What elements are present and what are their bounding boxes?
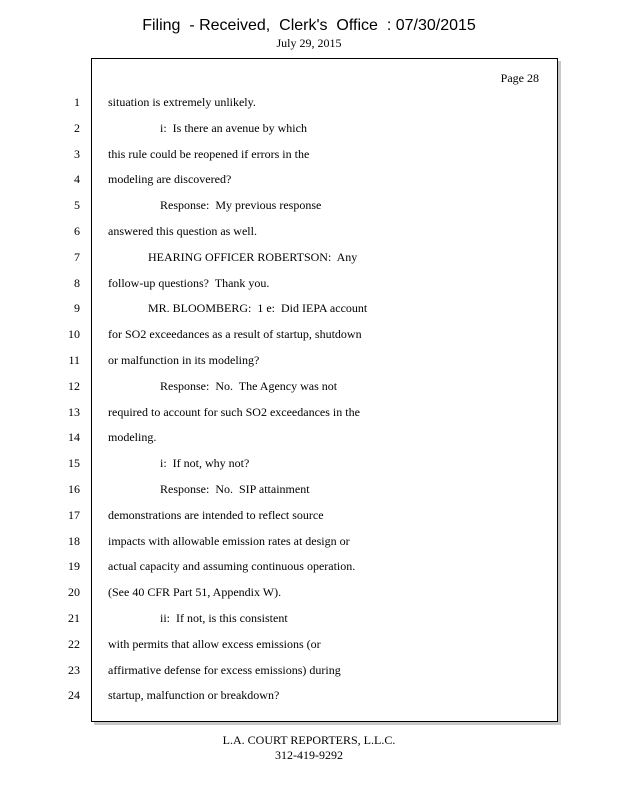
line-number: 22 [68, 636, 80, 651]
line-number: 16 [68, 482, 80, 496]
transcript-line-text: startup, malfunction or breakdown? [108, 688, 280, 703]
page-number: Page 28 [500, 71, 539, 85]
line-number: 23 [68, 662, 80, 677]
transcript-line-text: impacts with allowable emission rates at design or [108, 533, 350, 548]
line-number: 19 [68, 559, 80, 574]
transcript-line-text: with permits that allow excess emissions (or [108, 636, 321, 651]
filing-stamp-header: Filing - Received, Clerk's Office : 07/30/2015 [142, 17, 476, 34]
line-number: 17 [68, 507, 80, 522]
transcript-line-text: answered this question as well. [108, 224, 257, 238]
line-number: 1 [74, 95, 80, 109]
line-number: 11 [68, 353, 80, 367]
line-number: 6 [74, 224, 80, 238]
transcript-line-text: actual capacity and assuming continuous operation. [108, 559, 356, 574]
transcript-line-text: situation is extremely unlikely. [108, 95, 256, 109]
line-number: 18 [68, 533, 80, 548]
transcript-date: July 29, 2015 [276, 36, 342, 50]
line-number: 14 [68, 430, 80, 445]
transcript-line-text: modeling are discovered? [108, 172, 232, 187]
line-number: 9 [74, 301, 80, 316]
line-number: 10 [68, 327, 80, 342]
transcript-line-text: MR. BLOOMBERG: 1 e: Did IEPA account [148, 301, 368, 316]
line-number: 21 [68, 611, 80, 625]
transcript-line-text: Response: No. The Agency was not [160, 378, 338, 393]
court-reporter-company: L.A. COURT REPORTERS, L.L.C. [222, 733, 396, 747]
line-number: 12 [68, 378, 80, 393]
transcript-line-text: (See 40 CFR Part 51, Appendix W). [108, 585, 282, 600]
transcript-line-text: i: If not, why not? [160, 456, 250, 471]
transcript-line-text: required to account for such SO2 exceedances in the [108, 404, 360, 419]
transcript-line-text: for SO2 exceedances as a result of startup, shutdown [108, 327, 362, 342]
transcript-line-text: or malfunction in its modeling? [108, 353, 260, 367]
line-number: 15 [68, 456, 80, 471]
court-reporter-phone: 312-419-9292 [275, 748, 343, 762]
line-number: 2 [74, 120, 80, 135]
transcript-line-text: Response: My previous response [160, 198, 322, 213]
transcript-line-text: follow-up questions? Thank you. [108, 275, 270, 290]
line-number: 20 [68, 585, 80, 600]
transcript-line-text: this rule could be reopened if errors in the [108, 146, 310, 161]
transcript-line-text: i: Is there an avenue by which [160, 120, 307, 135]
line-number: 7 [74, 249, 80, 264]
line-number: 4 [74, 172, 80, 187]
transcript-line-text: ii: If not, is this consistent [160, 611, 288, 625]
line-number: 24 [68, 688, 80, 703]
line-number: 13 [68, 404, 80, 419]
transcript-line-text: demonstrations are intended to reflect source [108, 507, 324, 522]
line-number: 8 [74, 275, 80, 290]
transcript-line-text: Response: No. SIP attainment [160, 482, 310, 496]
line-number: 5 [74, 198, 80, 213]
transcript-line-text: affirmative defense for excess emissions) during [108, 662, 341, 677]
transcript-line-text: HEARING OFFICER ROBERTSON: Any [148, 249, 358, 264]
line-number: 3 [74, 146, 80, 161]
transcript-line-text: modeling. [108, 430, 157, 445]
